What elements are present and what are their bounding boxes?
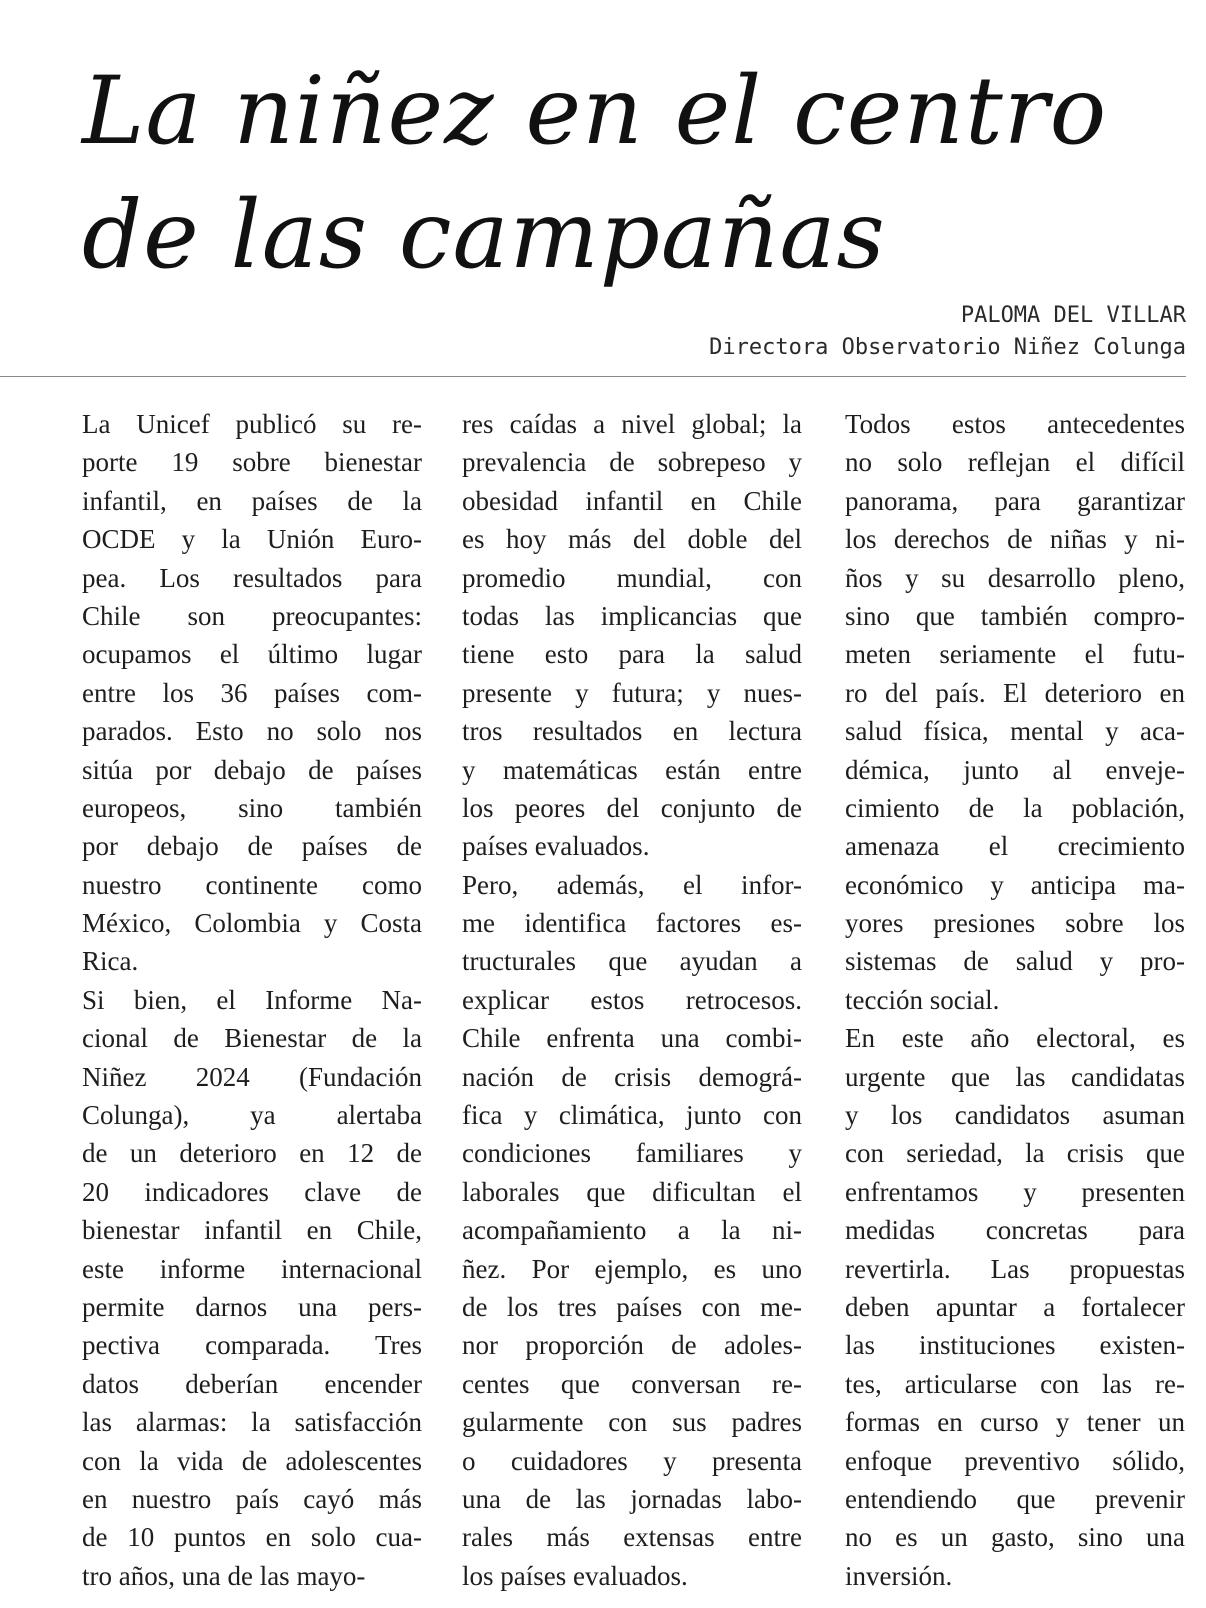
text-line: sistemas de salud y pro- xyxy=(845,946,1185,977)
headline xyxy=(82,50,1162,298)
text-line: los países evaluados. xyxy=(462,1560,688,1591)
text-line: démica, junto al enveje- xyxy=(845,754,1185,785)
article-paragraph xyxy=(462,405,802,866)
text-line: me identifica factores es- xyxy=(462,908,802,939)
text-line: inversión. xyxy=(845,1560,953,1591)
author-role: Directora Observatorio Niñez Colunga xyxy=(709,335,1186,360)
text-line: las instituciones existen- xyxy=(845,1330,1185,1361)
text-line: centes que conversan re- xyxy=(462,1368,802,1399)
text-line: tes, articularse con las re- xyxy=(845,1368,1185,1399)
text-line: tección social. xyxy=(845,984,1000,1015)
text-line: las alarmas: la satisfacción xyxy=(82,1407,422,1438)
text-line: de los tres países con me- xyxy=(462,1291,802,1322)
text-line: con la vida de adolescentes xyxy=(82,1445,422,1476)
text-line: con seriedad, la crisis que xyxy=(845,1138,1185,1169)
text-line: económico y anticipa ma- xyxy=(845,869,1185,900)
text-line: por debajo de países de xyxy=(82,831,422,862)
text-line: nor proporción de adoles- xyxy=(462,1330,802,1361)
text-line: yores presiones sobre los xyxy=(845,908,1185,939)
text-line: parados. Esto no solo nos xyxy=(82,716,422,747)
headline-line-2: de las campañas xyxy=(82,181,886,290)
text-line: enfoque preventivo sólido, xyxy=(845,1445,1185,1476)
article-column-2 xyxy=(462,405,802,1595)
text-line: los derechos de niñas y ni- xyxy=(845,524,1185,555)
text-line: medidas concretas para xyxy=(845,1215,1185,1246)
text-line: Colunga), ya alertaba xyxy=(82,1100,422,1131)
text-line: o cuidadores y presenta xyxy=(462,1445,802,1476)
text-line: Todos estos antecedentes xyxy=(845,409,1185,439)
text-line: Chile son preocupantes: xyxy=(82,600,422,631)
text-line: tro años, una de las mayo- xyxy=(82,1560,366,1591)
text-line: no es un gasto, sino una xyxy=(845,1522,1185,1553)
text-line: Pero, además, el infor- xyxy=(462,869,802,900)
author-name: PALOMA DEL VILLAR xyxy=(960,303,1186,328)
text-line: europeos, sino también xyxy=(82,792,422,823)
text-line: tiene esto para la salud xyxy=(462,639,802,670)
text-line: una de las jornadas labo- xyxy=(462,1483,802,1514)
text-line: es hoy más del doble del xyxy=(462,524,802,555)
text-line: tros resultados en lectura xyxy=(462,716,802,747)
text-line: sitúa por debajo de países xyxy=(82,754,422,785)
text-line: laborales que dificultan el xyxy=(462,1176,802,1207)
text-line: de un deterioro en 12 de xyxy=(82,1138,422,1169)
text-line: todas las implicancias que xyxy=(462,600,802,631)
text-line: México, Colombia y Costa xyxy=(82,908,422,939)
text-line: infantil, en países de la xyxy=(82,485,422,516)
text-line: panorama, para garantizar xyxy=(845,485,1185,516)
text-line: obesidad infantil en Chile xyxy=(462,485,802,516)
text-line: gularmente con sus padres xyxy=(462,1407,802,1438)
text-line: 20 indicadores clave de xyxy=(82,1176,422,1207)
text-line: ocupamos el último lugar xyxy=(82,639,422,670)
text-line: y matemáticas están entre xyxy=(462,754,802,785)
byline xyxy=(709,300,1186,364)
text-line: cional de Bienestar de la xyxy=(82,1023,422,1054)
text-line: sino que también compro- xyxy=(845,600,1185,631)
text-line: amenaza el crecimiento xyxy=(845,831,1185,862)
text-line: La Unicef publicó su re- xyxy=(82,409,422,439)
text-line: explicar estos retrocesos. xyxy=(462,984,802,1015)
text-line: rales más extensas entre xyxy=(462,1522,802,1553)
text-line: pea. Los resultados para xyxy=(82,562,422,593)
text-line: urgente que las candidatas xyxy=(845,1061,1185,1092)
text-line: condiciones familiares y xyxy=(462,1138,802,1169)
article-column-3 xyxy=(845,405,1185,1595)
text-line: Chile enfrenta una combi- xyxy=(462,1023,802,1054)
text-line: nación de crisis demográ- xyxy=(462,1061,802,1092)
text-line: acompañamiento a la ni- xyxy=(462,1215,802,1246)
text-line: nuestro continente como xyxy=(82,869,422,900)
text-line: porte 19 sobre bienestar xyxy=(82,447,422,478)
text-line: Si bien, el Informe Na- xyxy=(82,984,422,1015)
text-line: tructurales que ayudan a xyxy=(462,946,802,977)
divider-rule xyxy=(0,376,1186,377)
text-line: formas en curso y tener un xyxy=(845,1407,1185,1438)
text-line: en nuestro país cayó más xyxy=(82,1483,422,1514)
text-line: Rica. xyxy=(82,946,139,977)
article-column-1 xyxy=(82,405,422,1595)
text-line: no solo reflejan el difícil xyxy=(845,447,1185,478)
text-line: permite darnos una pers- xyxy=(82,1291,422,1322)
text-line: este informe internacional xyxy=(82,1253,422,1284)
text-line: bienestar infantil en Chile, xyxy=(82,1215,422,1246)
text-line: promedio mundial, con xyxy=(462,562,802,593)
text-line: ños y su desarrollo pleno, xyxy=(845,562,1185,593)
text-line: datos deberían encender xyxy=(82,1368,422,1399)
text-line: meten seriamente el futu- xyxy=(845,639,1185,670)
text-line: cimiento de la población, xyxy=(845,792,1185,823)
text-line: enfrentamos y presenten xyxy=(845,1176,1185,1207)
text-line: revertirla. Las propuestas xyxy=(845,1253,1185,1284)
text-line: entre los 36 países com- xyxy=(82,677,422,708)
text-line: países evaluados. xyxy=(462,831,650,862)
text-line: pectiva comparada. Tres xyxy=(82,1330,422,1361)
text-line: En este año electoral, es xyxy=(845,1023,1185,1054)
text-line: y los candidatos asuman xyxy=(845,1100,1185,1131)
article-paragraph xyxy=(462,866,802,1595)
article-paragraph xyxy=(845,1019,1185,1595)
text-line: prevalencia de sobrepeso y xyxy=(462,447,802,478)
text-line: ro del país. El deterioro en xyxy=(845,677,1185,708)
text-line: Niñez 2024 (Fundación xyxy=(82,1061,422,1092)
text-line: entendiendo que prevenir xyxy=(845,1483,1185,1514)
text-line: de 10 puntos en solo cua- xyxy=(82,1522,422,1553)
article-paragraph xyxy=(82,405,422,981)
article-paragraph xyxy=(845,405,1185,1019)
article-paragraph xyxy=(82,981,422,1595)
text-line: fica y climática, junto con xyxy=(462,1100,802,1131)
text-line: los peores del conjunto de xyxy=(462,792,802,823)
text-line: deben apuntar a fortalecer xyxy=(845,1291,1185,1322)
text-line: ñez. Por ejemplo, es uno xyxy=(462,1253,802,1284)
text-line: presente y futura; y nues- xyxy=(462,677,802,708)
text-line: OCDE y la Unión Euro- xyxy=(82,524,422,555)
text-line: salud física, mental y aca- xyxy=(845,716,1185,747)
text-line: res caídas a nivel global; la xyxy=(462,409,802,439)
headline-line-1: La niñez en el centro xyxy=(82,57,1108,166)
